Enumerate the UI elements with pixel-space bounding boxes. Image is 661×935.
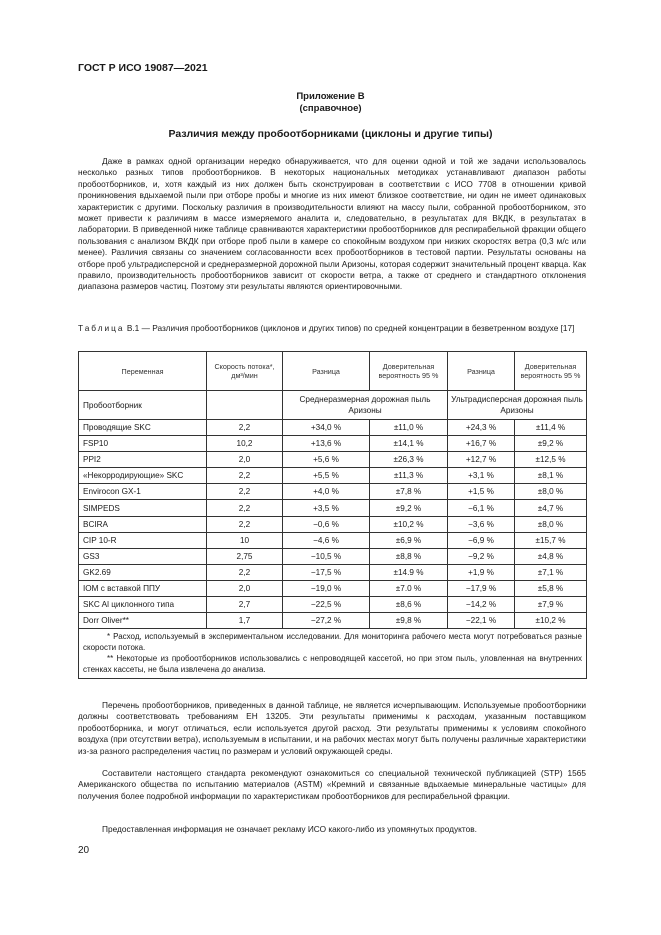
table-row [79,420,587,436]
flow-rate-cell: 2,75 [207,548,283,564]
confidence-ultra-cell: ±5,8 % [515,580,587,596]
confidence-medium-cell: ±9,8 % [370,613,448,629]
confidence-medium-cell: ±14.9 % [370,564,448,580]
difference-ultra-cell: −9,2 % [448,548,515,564]
flow-rate-cell: 2,2 [207,484,283,500]
annex-subtitle: (справочное) [299,103,362,114]
confidence-medium-cell: ±26,3 % [370,452,448,468]
table-row [79,516,587,532]
confidence-medium-cell: ±9,2 % [370,500,448,516]
flow-rate-cell: 2,2 [207,516,283,532]
header-confidence-medium: Доверительная вероятность 95 % [370,352,448,391]
confidence-ultra-cell: ±7,9 % [515,597,587,613]
sampler-name-cell: FSP10 [79,436,207,452]
confidence-ultra-cell: ±10,2 % [515,613,587,629]
difference-medium-cell: +4,0 % [283,484,370,500]
table-header-row [79,352,587,391]
confidence-ultra-cell: ±11,4 % [515,420,587,436]
difference-ultra-cell: +12,7 % [448,452,515,468]
difference-ultra-cell: +24,3 % [448,420,515,436]
confidence-medium-cell: ±8,8 % [370,548,448,564]
flow-rate-cell: 2,2 [207,420,283,436]
table-row [79,484,587,500]
confidence-medium-cell: ±10,2 % [370,516,448,532]
flow-rate-cell: 2,0 [207,452,283,468]
footnote-2: ** Некоторые из пробоотборников использовались с непроводящей кассетой, но при этом пыль, уловленная на внутренних стенках кассеты, не была извлечена до анализа. [83,654,582,675]
difference-ultra-cell: −6,9 % [448,532,515,548]
difference-medium-cell: −4,6 % [283,532,370,548]
sampler-name-cell: PPI2 [79,452,207,468]
table-row [79,597,587,613]
confidence-ultra-cell: ±15,7 % [515,532,587,548]
difference-medium-cell: −27,2 % [283,613,370,629]
difference-ultra-cell: −17,9 % [448,580,515,596]
table-row [79,468,587,484]
difference-ultra-cell: +1,5 % [448,484,515,500]
table-row [79,500,587,516]
difference-ultra-cell: +16,7 % [448,436,515,452]
flow-rate-cell: 2,2 [207,500,283,516]
table-footnotes [79,629,587,679]
flow-rate-cell: 2,7 [207,597,283,613]
difference-medium-cell: −22,5 % [283,597,370,613]
table-row [79,613,587,629]
confidence-ultra-cell: ±12,5 % [515,452,587,468]
flow-rate-cell: 2,2 [207,468,283,484]
sampler-name-cell: BCIRA [79,516,207,532]
paragraph-disclaimer: Предоставленная информация не означает рекламу ИСО какого-либо из упомянутых продуктов. [102,824,477,834]
header-variable: Переменная [79,352,207,391]
difference-medium-cell: +5,5 % [283,468,370,484]
difference-medium-cell: +5,6 % [283,452,370,468]
sampler-name-cell: GK2.69 [79,564,207,580]
section-title: Различия между пробоотборниками (циклоны и другие типы) [168,128,493,140]
confidence-medium-cell: ±11,0 % [370,420,448,436]
confidence-ultra-cell: ±9,2 % [515,436,587,452]
difference-ultra-cell: −3,6 % [448,516,515,532]
confidence-medium-cell: ±7,8 % [370,484,448,500]
samplers-table [78,351,587,679]
footnote-1: * Расход, используемый в экспериментальном исследовании. Для мониторинга рабочего места могут потребоваться разные скорости потока. [83,632,582,653]
difference-ultra-cell: +1,9 % [448,564,515,580]
group-ultrafine-dust: Ультрадисперсная дорожная пыль Аризоны [448,391,587,420]
paragraph-intro: Даже в рамках одной организации нередко обнаруживается, что для оценки одной и той же задачи использовалось несколько разных типов пробоотборников. В некоторых национальных методиках устанавливают диапазон работы пробоотборников, и, хотя каждый из них должен быть сконструирован в соответствии с ИСО 7708 в отношении кривой проникновения вдыхаемой пыли при отборе пробы и многие из них имеют близкое соответствие, ни один не имеет одинаковых характеристик с другими. Поскольку различия в производительности влияют на массу пыли, собранной пробоотборником, это может привести к различиям в массе измеряемого аналита и, следовательно, в результатах для ВКДК, в результатах в лаборатории. В приведенной ниже таблице сравниваются характеристики пробоотборников для респирабельной фракции общего пользования с анализом ВКДК при отборе проб пыли в камере со спокойным воздухом при низких скоростях ветра (0,3 м/с или менее). Различия связаны со значением согласованности всех пробоотборников в тестовой партии. Результаты основаны на отборе проб ультрадисперсной и среднеразмерной дорожной пыли Аризоны, которая содержит значительный процент кварца. Как правило, производительность пробоотборников зависит от скорости ветра, а также от среднего и стандартного отклонения диапазона размеров частиц. Поэтому эти результаты являются ориентировочными. [78,156,586,292]
difference-ultra-cell: +3,1 % [448,468,515,484]
difference-medium-cell: +13,6 % [283,436,370,452]
group-medium-dust: Среднеразмерная дорожная пыль Аризоны [283,391,448,420]
difference-medium-cell: −19,0 % [283,580,370,596]
sampler-name-cell: «Некорродирующие» SKC [79,468,207,484]
header-difference-medium: Разница [283,352,370,391]
table-row [79,548,587,564]
group-label: Пробоотборник [79,391,207,420]
difference-medium-cell: −10,5 % [283,548,370,564]
footnotes-cell [79,629,587,679]
difference-medium-cell: +34,0 % [283,420,370,436]
header-flow-rate: Скорость потока*, дм³/мин [207,352,283,391]
sampler-name-cell: Envirocon GX-1 [79,484,207,500]
table-group-row [79,391,587,420]
confidence-medium-cell: ±14,1 % [370,436,448,452]
group-empty-cell [207,391,283,420]
flow-rate-cell: 10,2 [207,436,283,452]
header-difference-ultra: Разница [448,352,515,391]
paragraph-list-note: Перечень пробоотборников, приведенных в данной таблице, не является исчерпывающим. Используемые пробоотборники должны соответствовать требованиям ЕН 13205. Эти результаты применимы к расходам, указанным поставщиком пробоотборника, и могут отличаться, если используется другой расход. Эти результаты применимы к условиям спокойного воздуха (при отсутствии ветра), используемым в испытании, и на рабочих местах могут быть получены различные характеристики из-за разного распределения частиц по размерам и условий окружающей среды. [78,700,586,756]
header-confidence-ultra: Доверительная вероятность 95 % [515,352,587,391]
confidence-ultra-cell: ±8,1 % [515,468,587,484]
sampler-name-cell: Dorr Oliver** [79,613,207,629]
sampler-name-cell: GS3 [79,548,207,564]
paragraph-astm-reference: Составители настоящего стандарта рекомендуют ознакомиться со специальной технической публикацией (STP) 1565 Американского общества по испытанию материалов (ASTM) «Кремний и связанные вдыхаемые минеральные частицы» для получения более подробной информации по характеристикам пробоотборников для респирабельной фракции. [78,768,586,801]
annex-title: Приложение В [296,91,365,102]
table-row [79,436,587,452]
confidence-ultra-cell: ±4,8 % [515,548,587,564]
confidence-medium-cell: ±6,9 % [370,532,448,548]
table-row [79,532,587,548]
table-row [79,580,587,596]
sampler-name-cell: IOM с вставкой ППУ [79,580,207,596]
page-number: 20 [78,845,90,856]
difference-ultra-cell: −14,2 % [448,597,515,613]
confidence-ultra-cell: ±8,0 % [515,484,587,500]
flow-rate-cell: 2,2 [207,564,283,580]
confidence-medium-cell: ±8,6 % [370,597,448,613]
flow-rate-cell: 2,0 [207,580,283,596]
table-row [79,564,587,580]
sampler-name-cell: Проводящие SKC [79,420,207,436]
confidence-medium-cell: ±11,3 % [370,468,448,484]
sampler-name-cell: SKC Al циклонного типа [79,597,207,613]
sampler-name-cell: CIP 10-R [79,532,207,548]
sampler-name-cell: SIMPEDS [79,500,207,516]
table-row [79,452,587,468]
document-header: ГОСТ Р ИСО 19087—2021 [78,62,208,74]
difference-ultra-cell: −22,1 % [448,613,515,629]
difference-medium-cell: +3,5 % [283,500,370,516]
flow-rate-cell: 1,7 [207,613,283,629]
difference-medium-cell: −17,5 % [283,564,370,580]
table-caption-text: В.1 — Различия пробоотборников (циклонов и других типов) по средней концентрации в безветренном воздухе [17] [124,323,575,333]
table-caption [78,323,588,334]
confidence-ultra-cell: ±7,1 % [515,564,587,580]
confidence-ultra-cell: ±8,0 % [515,516,587,532]
flow-rate-cell: 10 [207,532,283,548]
confidence-medium-cell: ±7.0 % [370,580,448,596]
confidence-ultra-cell: ±4,7 % [515,500,587,516]
difference-medium-cell: −0,6 % [283,516,370,532]
table-caption-label: Таблица [78,323,125,333]
difference-ultra-cell: −6,1 % [448,500,515,516]
